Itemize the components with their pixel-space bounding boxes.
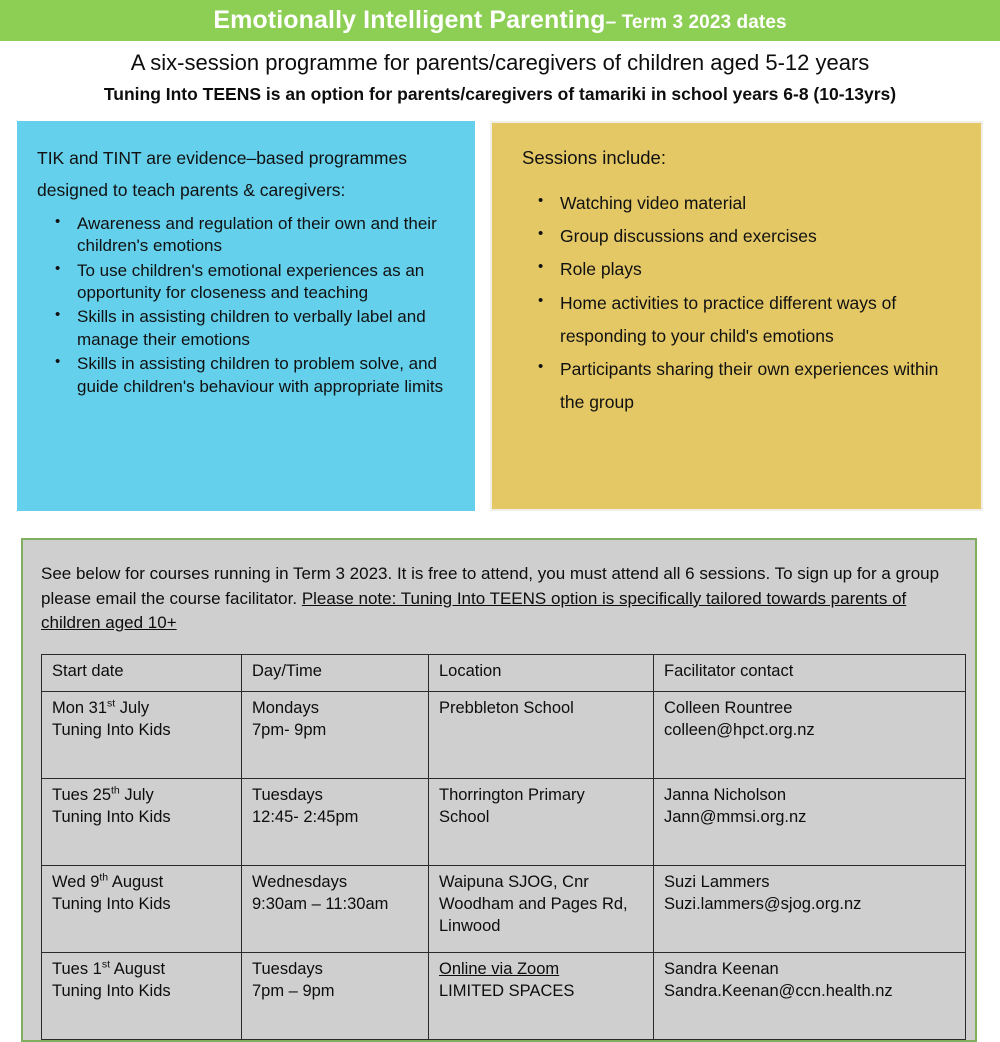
cell-start-date: [42, 778, 242, 865]
start-date-ordinal: st: [107, 697, 116, 710]
header-band: [0, 0, 1000, 41]
list-item: • Skills in assisting children to verbally label and manage their emotions: [77, 306, 459, 351]
list-item: • Skills in assisting children to problem solve, and guide children's behaviour with appropriate limits: [77, 353, 459, 398]
panels-row: [0, 121, 1000, 513]
cell-day-time: [242, 778, 429, 865]
column-header-location: Location: [429, 654, 654, 691]
start-date-ordinal: st: [101, 958, 111, 971]
cell-start-date: [42, 691, 242, 778]
panel-gold-lead: Sessions include:: [522, 147, 666, 168]
day-line: Tuesdays: [252, 959, 323, 978]
location-line: Thorrington Primary: [439, 785, 585, 804]
schedule-table: [41, 654, 966, 1040]
start-date-day: Tues 25: [52, 785, 112, 804]
cell-location: [429, 778, 654, 865]
time-line: 7pm – 9pm: [252, 981, 335, 1000]
location-line: Linwood: [439, 916, 501, 935]
list-item: • Awareness and regulation of their own and their children's emotions: [77, 213, 459, 258]
start-date-ordinal: th: [111, 784, 120, 797]
panel-blue-lead: TIK and TINT are evidence–based programmes designed to teach parents & caregivers:: [37, 148, 407, 200]
cell-facilitator: [654, 691, 966, 778]
location-line: School: [439, 807, 490, 826]
panel-programme-description: [17, 121, 475, 511]
schedule-section: [21, 538, 977, 1042]
facilitator-email[interactable]: Sandra.Keenan@ccn.health.nz: [664, 981, 893, 1000]
page-title: [213, 6, 786, 35]
day-line: Mondays: [252, 698, 319, 717]
cell-location: [429, 952, 654, 1039]
page-title-main: Emotionally Intelligent Parenting: [213, 6, 606, 34]
column-header-start-date: Start date: [42, 654, 242, 691]
facilitator-name: Sandra Keenan: [664, 959, 779, 978]
column-header-day-time: Day/Time: [242, 654, 429, 691]
start-date-month: August: [110, 959, 166, 978]
schedule-notice: [41, 562, 957, 636]
table-row: [42, 952, 966, 1039]
programme-name: Tuning Into Kids: [52, 720, 171, 739]
list-item: • To use children's emotional experiences as an opportunity for closeness and teaching: [77, 260, 459, 305]
time-line: 12:45- 2:45pm: [252, 807, 359, 826]
location-line: Woodham and Pages Rd,: [439, 894, 628, 913]
list-item: • Watching video material: [560, 187, 967, 220]
list-item: • Role plays: [560, 253, 967, 286]
start-date-line: [52, 872, 241, 894]
day-line: Wednesdays: [252, 872, 348, 891]
programme-name: Tuning Into Kids: [52, 894, 171, 913]
facilitator-name: Janna Nicholson: [664, 785, 786, 804]
cell-facilitator: [654, 865, 966, 952]
start-date-day: Wed 9: [52, 872, 100, 891]
list-item: • Home activities to practice different ways of responding to your child's emotions: [560, 287, 967, 354]
panel-blue-list: [37, 213, 459, 399]
panel-gold-list: [522, 187, 967, 420]
cell-start-date: [42, 952, 242, 1039]
location-note: LIMITED SPACES: [439, 981, 575, 1000]
schedule-notice-emphasis: Please note: Tuning Into TEENS option is specifically tailored towards parents of children aged 10+: [41, 588, 907, 633]
cell-location: [429, 691, 654, 778]
start-date-day: Mon 31: [52, 698, 108, 717]
time-line: 7pm- 9pm: [252, 720, 327, 739]
table-row: [42, 778, 966, 865]
subtitle-line-1: A six-session programme for parents/caregivers of children aged 5-12 years: [130, 50, 870, 75]
panel-sessions-include: [490, 121, 983, 511]
start-date-month: July: [119, 785, 154, 804]
subtitle-block: [0, 41, 1000, 105]
time-line: 9:30am – 11:30am: [252, 894, 389, 913]
location-line: Prebbleton School: [439, 698, 574, 717]
page-title-sub: – Term 3 2023 dates: [605, 12, 787, 33]
column-header-facilitator-contact: Facilitator contact: [654, 654, 966, 691]
start-date-day: Tues 1: [52, 959, 102, 978]
location-link[interactable]: Online via Zoom: [439, 959, 560, 978]
cell-day-time: [242, 691, 429, 778]
facilitator-name: Suzi Lammers: [664, 872, 770, 891]
facilitator-name: Colleen Rountree: [664, 698, 793, 717]
cell-facilitator: [654, 778, 966, 865]
list-item: • Group discussions and exercises: [560, 220, 967, 253]
facilitator-email[interactable]: colleen@hpct.org.nz: [664, 720, 815, 739]
table-header-row: [42, 654, 966, 691]
table-row: [42, 691, 966, 778]
programme-name: Tuning Into Kids: [52, 981, 171, 1000]
start-date-line: [52, 785, 241, 807]
location-line: Waipuna SJOG, Cnr: [439, 872, 589, 891]
facilitator-email[interactable]: Jann@mmsi.org.nz: [664, 807, 807, 826]
programme-name: Tuning Into Kids: [52, 807, 171, 826]
start-date-line: [52, 698, 241, 720]
schedule-notice-text: See below for courses running in Term 3 2023. It is free to attend, you must attend all 6 sessions. To sign up for a group please email the course facilitator.: [41, 564, 940, 608]
cell-day-time: [242, 865, 429, 952]
day-line: Tuesdays: [252, 785, 323, 804]
facilitator-email[interactable]: Suzi.lammers@sjog.org.nz: [664, 894, 862, 913]
table-row: [42, 865, 966, 952]
start-date-month: July: [115, 698, 150, 717]
cell-location: [429, 865, 654, 952]
start-date-line: [52, 959, 241, 981]
cell-day-time: [242, 952, 429, 1039]
cell-start-date: [42, 865, 242, 952]
list-item: • Participants sharing their own experiences within the group: [560, 353, 967, 420]
cell-facilitator: [654, 952, 966, 1039]
start-date-month: August: [108, 872, 164, 891]
start-date-ordinal: th: [99, 871, 109, 884]
subtitle-line-2: Tuning Into TEENS is an option for parents/caregivers of tamariki in school years 6-8 (10-13yrs): [103, 83, 897, 104]
